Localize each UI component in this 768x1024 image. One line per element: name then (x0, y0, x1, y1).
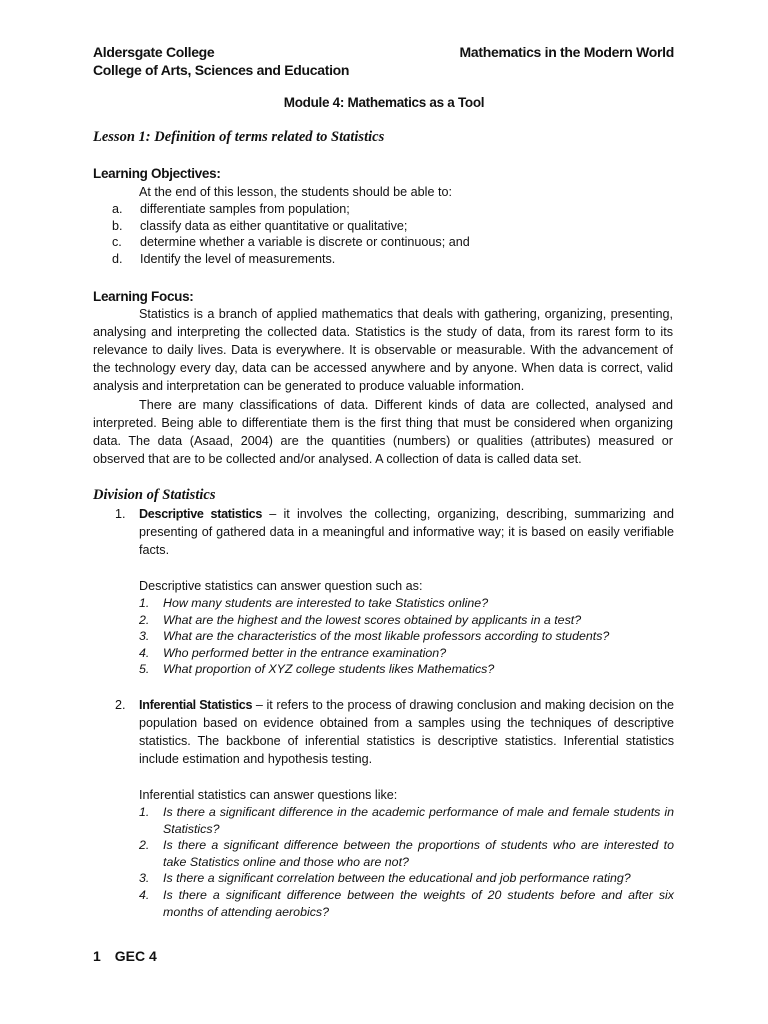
objectives-intro: At the end of this lesson, the students should be able to: (139, 185, 452, 199)
college-name: College of Arts, Sciences and Education (93, 62, 350, 78)
focus-paragraph-1: Statistics is a branch of applied mathematics that deals with gathering, organizing, presenting, analysing and interpreting the collected data. Statistics is the study of data, from its rarest form to its relevance to daily lives. Data is everywhere. It is observable or measurable. With the advancement of the technology every day, data can be accessed anywhere and by anyone. When data is correct, valid analysis and interpretation can be generated to produce valuable information. (93, 307, 673, 393)
descriptive-term: Descriptive statistics (139, 507, 263, 521)
question-item: 1. How many students are interested to take Statistics online? (139, 596, 489, 610)
inferential-term: Inferential Statistics (139, 698, 253, 712)
focus-paragraph-2: There are many classifications of data. Different kinds of data are collected, analysed and interpreted. Being able to differentiate them is the first thing that must be considered when organizing data. The data (Asaad, 2004) are the quantities (numbers) or qualities (attributes) measured or observed that are to be collected and/or analysed. A collection of data is called data set. (93, 398, 673, 466)
question-item: 4. Who performed better in the entrance examination? (139, 645, 447, 660)
inferential-questions-list (139, 804, 674, 920)
page-number: 1 (93, 948, 101, 964)
page-footer (93, 948, 171, 964)
objectives-heading: Learning Objectives: (93, 166, 221, 181)
division-heading: Division of Statistics (93, 487, 216, 503)
question-item: 5. What proportion of XYZ college students likes Mathematics? (139, 662, 495, 677)
objective-item: b. classify data as either quantitative or qualitative; (112, 218, 408, 233)
lesson-title: Lesson 1: Definition of terms related to Statistics (93, 129, 385, 145)
question-item: 4. Is there a significant difference between the weights of 20 students before and after six months of attending aerobics? (139, 887, 674, 919)
inferential-definition: – it refers to the process of drawing conclusion and making decision on the population based on evidence obtained from a samples using the techniques of descriptive statistics. The backbone of inferential statistics is descriptive statistics. Inferential statistics include estimation and hypothesis testing. (139, 698, 675, 766)
question-item: 3. Is there a significant correlation between the educational and job performance rating? (139, 871, 631, 886)
module-title: Module 4: Mathematics as a Tool (283, 95, 485, 110)
inferential-statistics-item (115, 696, 674, 768)
objective-item: c. determine whether a variable is discrete or continuous; and (112, 235, 470, 250)
descriptive-statistics-item (115, 505, 674, 559)
course-code: GEC 4 (114, 948, 157, 964)
objectives-list (112, 201, 672, 267)
objective-item: d. Identify the level of measurements. (112, 251, 336, 266)
focus-heading: Learning Focus: (93, 289, 194, 304)
institution-name: Aldersgate College (93, 44, 215, 60)
item-number: 1. (115, 507, 126, 521)
inferential-questions-intro: Inferential statistics can answer questions like: (139, 788, 398, 802)
descriptive-questions-list (139, 595, 674, 678)
question-item: 2. What are the highest and the lowest scores obtained by applicants in a test? (139, 612, 582, 627)
objective-item: a. differentiate samples from population; (112, 202, 350, 216)
question-item: 1. Is there a significant difference in the academic performance of male and female students in Statistics? (139, 805, 674, 836)
descriptive-questions-intro: Descriptive statistics can answer question such as: (139, 579, 423, 593)
item-number: 2. (115, 698, 126, 712)
question-item: 3. What are the characteristics of the most likable professors according to students? (139, 629, 610, 644)
course-title: Mathematics in the Modern World (459, 44, 674, 60)
descriptive-definition: – it involves the collecting, organizing, describing, summarizing and presenting of gathered data in a meaningful and informative way; it is based on easily verifiable facts. (139, 507, 674, 557)
question-item: 2. Is there a significant difference between the proportions of students who are interested to take Statistics online and those who are not? (139, 838, 674, 869)
